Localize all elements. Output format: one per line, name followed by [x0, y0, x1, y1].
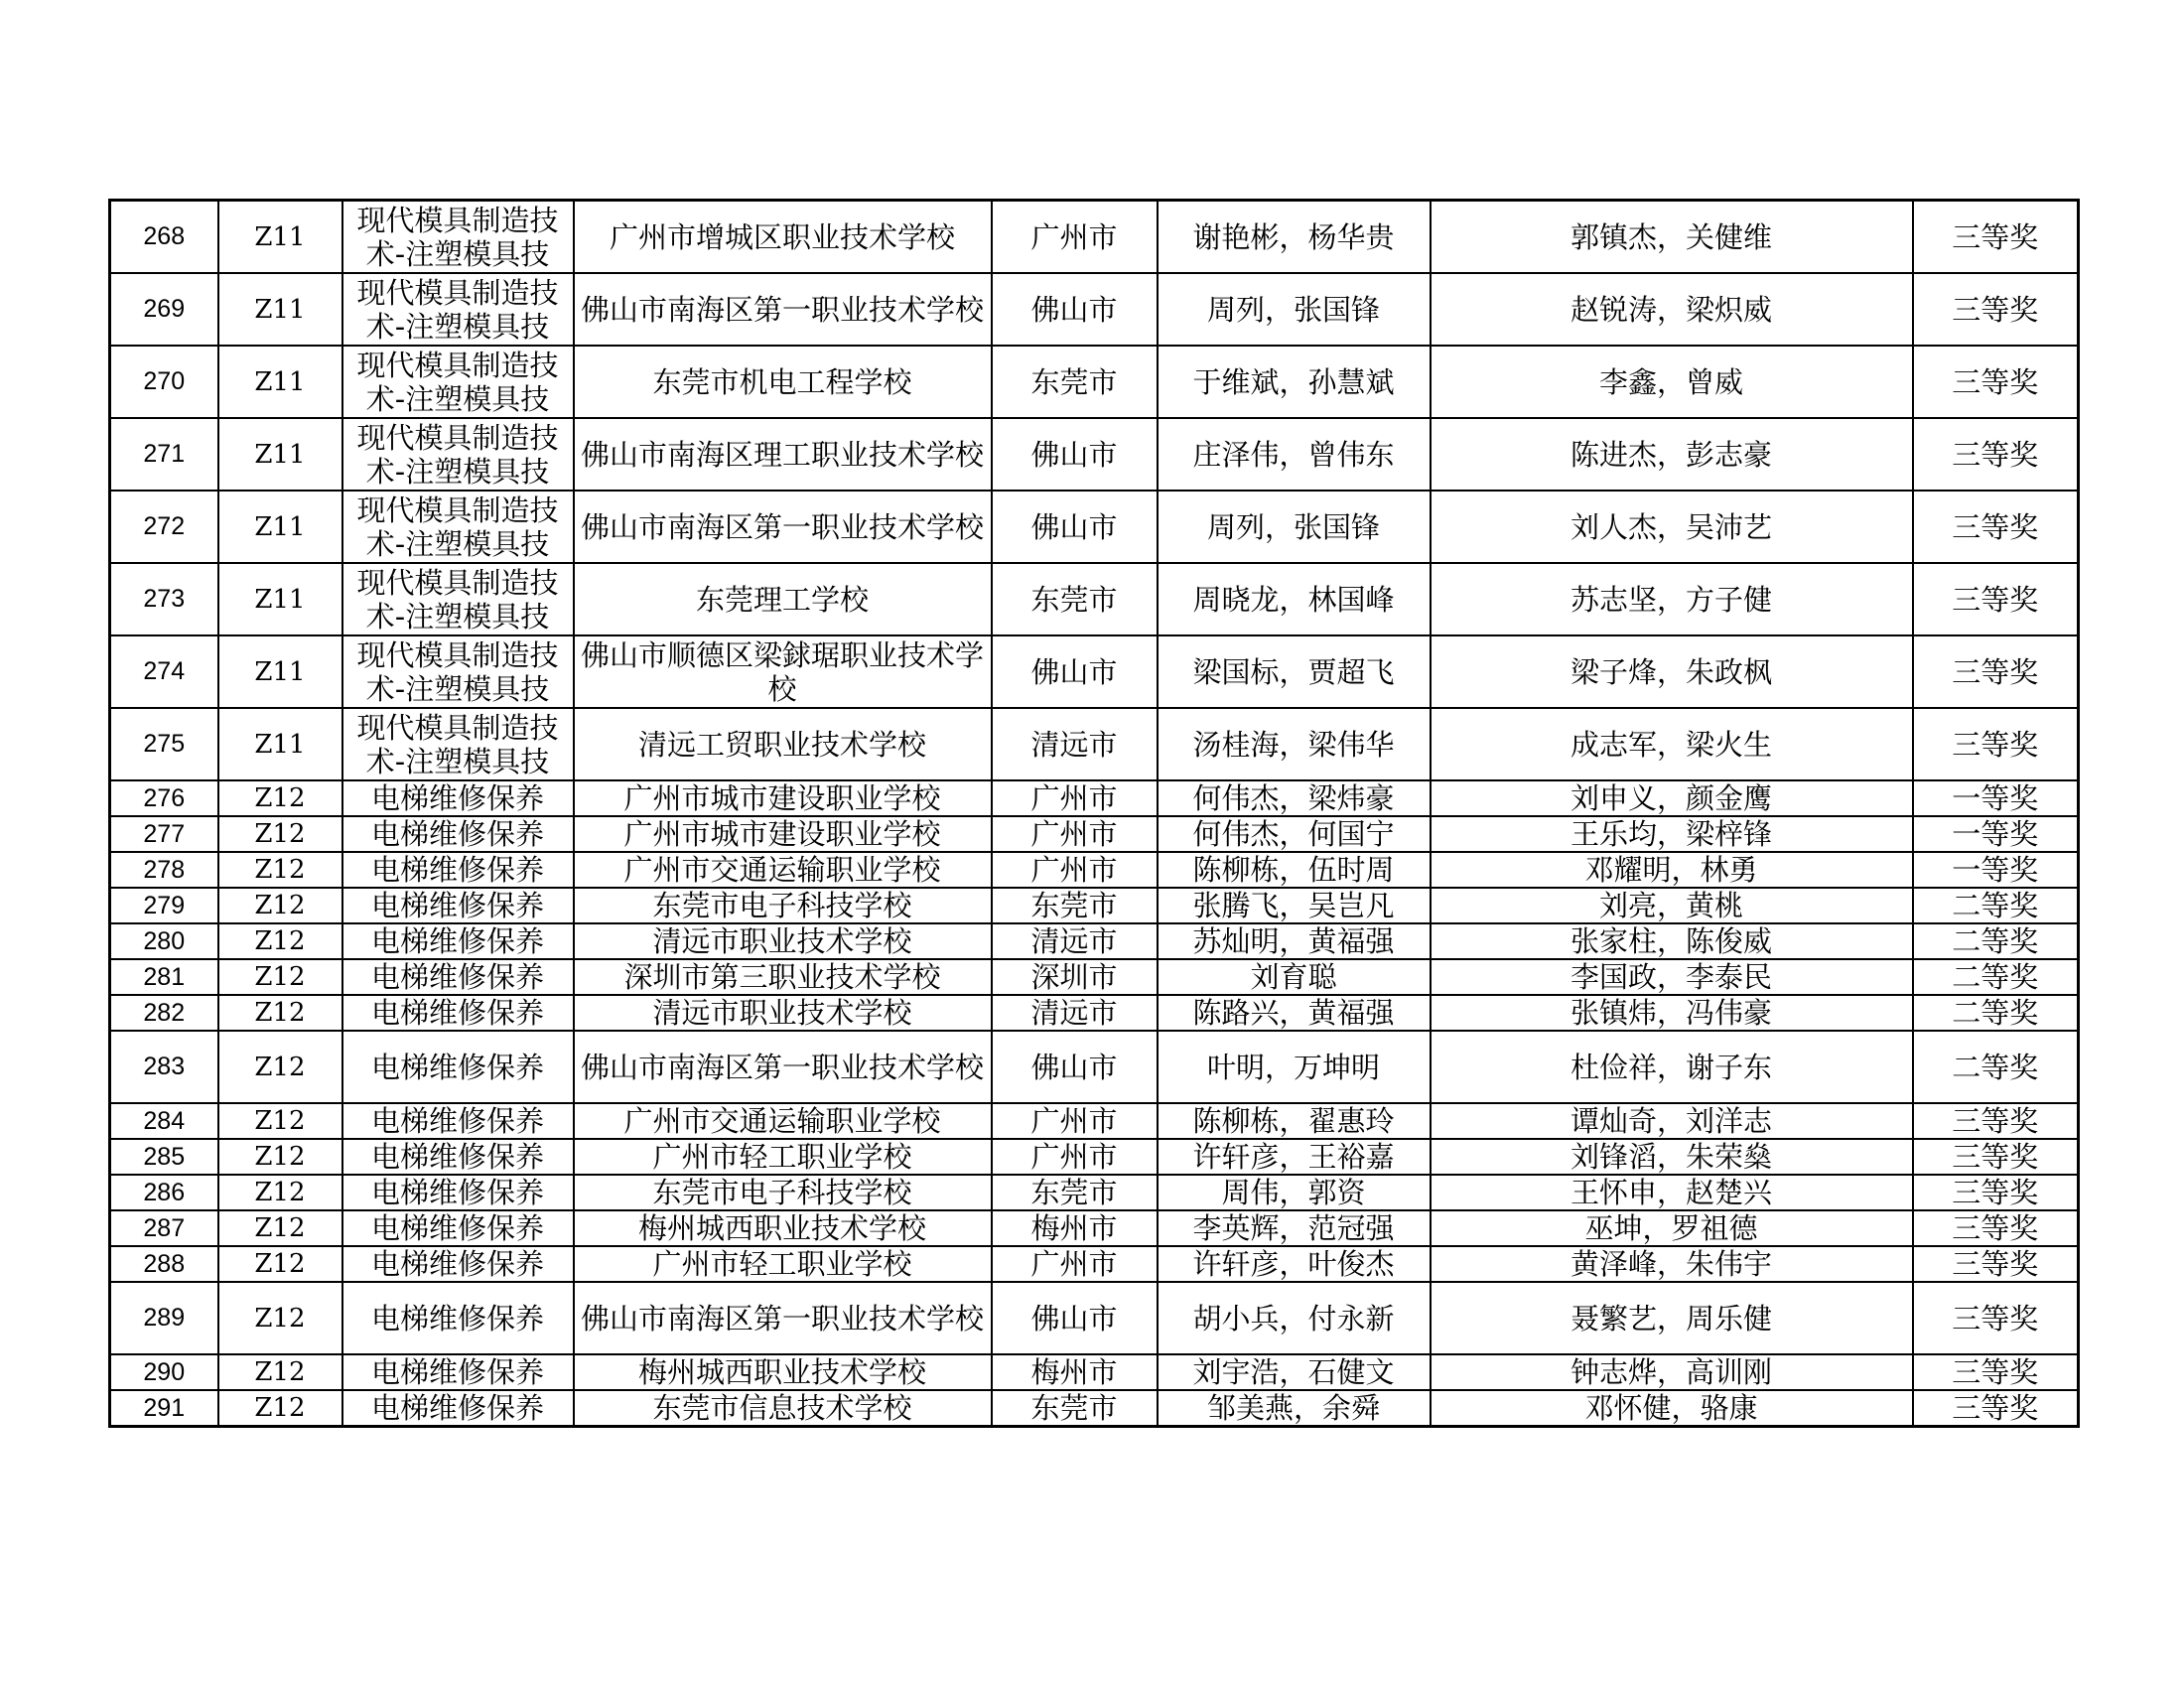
award-level-cell: 三等奖 — [1913, 491, 2079, 563]
school-name-cell: 清远市职业技术学校 — [574, 923, 992, 959]
table-row — [110, 1031, 2079, 1103]
contestants-cell: 张家柱，陈俊威 — [1431, 923, 1913, 959]
event-code-cell: Z11 — [218, 491, 342, 563]
row-number-cell: 278 — [110, 852, 218, 888]
table-row — [110, 635, 2079, 708]
row-number-cell: 290 — [110, 1354, 218, 1390]
table-row — [110, 995, 2079, 1031]
award-level-cell: 三等奖 — [1913, 1246, 2079, 1282]
event-name-cell: 电梯维修保养 — [342, 1103, 574, 1139]
city-cell: 广州市 — [992, 1246, 1158, 1282]
event-name-cell: 电梯维修保养 — [342, 995, 574, 1031]
school-name-cell: 佛山市顺德区梁銶琚职业技术学校 — [574, 635, 992, 708]
contestants-cell: 钟志烨，高训刚 — [1431, 1354, 1913, 1390]
award-level-cell: 一等奖 — [1913, 816, 2079, 852]
table-row — [110, 1246, 2079, 1282]
instructors-cell: 李英辉，范冠强 — [1158, 1210, 1431, 1246]
row-number-cell: 275 — [110, 708, 218, 780]
school-name-cell: 清远市职业技术学校 — [574, 995, 992, 1031]
instructors-cell: 梁国标，贾超飞 — [1158, 635, 1431, 708]
instructors-cell: 于维斌，孙慧斌 — [1158, 346, 1431, 418]
table-row — [110, 816, 2079, 852]
award-level-cell: 三等奖 — [1913, 201, 2079, 274]
award-level-cell: 三等奖 — [1913, 418, 2079, 491]
city-cell: 清远市 — [992, 923, 1158, 959]
row-number-cell: 269 — [110, 273, 218, 346]
award-level-cell: 三等奖 — [1913, 273, 2079, 346]
event-code-cell: Z12 — [218, 1210, 342, 1246]
school-name-cell: 广州市城市建设职业学校 — [574, 780, 992, 816]
event-name-cell: 电梯维修保养 — [342, 1390, 574, 1427]
row-number-cell: 277 — [110, 816, 218, 852]
event-code-cell: Z12 — [218, 816, 342, 852]
award-level-cell: 三等奖 — [1913, 563, 2079, 635]
table-row — [110, 923, 2079, 959]
event-code-cell: Z11 — [218, 201, 342, 274]
instructors-cell: 谢艳彬，杨华贵 — [1158, 201, 1431, 274]
city-cell: 清远市 — [992, 708, 1158, 780]
award-level-cell: 二等奖 — [1913, 1031, 2079, 1103]
table-row — [110, 563, 2079, 635]
school-name-cell: 梅州城西职业技术学校 — [574, 1354, 992, 1390]
row-number-cell: 279 — [110, 888, 218, 923]
event-name-cell: 电梯维修保养 — [342, 780, 574, 816]
instructors-cell: 周晓龙，林国峰 — [1158, 563, 1431, 635]
row-number-cell: 273 — [110, 563, 218, 635]
row-number-cell: 289 — [110, 1282, 218, 1354]
city-cell: 佛山市 — [992, 273, 1158, 346]
table-row — [110, 346, 2079, 418]
event-code-cell: Z12 — [218, 1282, 342, 1354]
city-cell: 东莞市 — [992, 1390, 1158, 1427]
table-row — [110, 1139, 2079, 1175]
event-name-cell: 现代模具制造技术-注塑模具技 — [342, 346, 574, 418]
school-name-cell: 东莞市电子科技学校 — [574, 1175, 992, 1210]
city-cell: 广州市 — [992, 1139, 1158, 1175]
city-cell: 梅州市 — [992, 1210, 1158, 1246]
event-code-cell: Z12 — [218, 1354, 342, 1390]
award-level-cell: 三等奖 — [1913, 1175, 2079, 1210]
city-cell: 东莞市 — [992, 1175, 1158, 1210]
table-row — [110, 491, 2079, 563]
award-level-cell: 二等奖 — [1913, 959, 2079, 995]
school-name-cell: 佛山市南海区第一职业技术学校 — [574, 273, 992, 346]
event-code-cell: Z12 — [218, 995, 342, 1031]
instructors-cell: 汤桂海，梁伟华 — [1158, 708, 1431, 780]
table-row — [110, 1210, 2079, 1246]
contestants-cell: 李鑫，曾威 — [1431, 346, 1913, 418]
event-code-cell: Z12 — [218, 1031, 342, 1103]
event-name-cell: 电梯维修保养 — [342, 1246, 574, 1282]
table-row — [110, 273, 2079, 346]
contestants-cell: 梁子烽，朱政枫 — [1431, 635, 1913, 708]
contestants-cell: 王乐均，梁梓锋 — [1431, 816, 1913, 852]
row-number-cell: 288 — [110, 1246, 218, 1282]
award-level-cell: 二等奖 — [1913, 923, 2079, 959]
award-level-cell: 三等奖 — [1913, 635, 2079, 708]
city-cell: 广州市 — [992, 780, 1158, 816]
city-cell: 佛山市 — [992, 1031, 1158, 1103]
table-row — [110, 418, 2079, 491]
instructors-cell: 何伟杰，梁炜豪 — [1158, 780, 1431, 816]
contestants-cell: 陈进杰，彭志豪 — [1431, 418, 1913, 491]
contestants-cell: 刘亮，黄桃 — [1431, 888, 1913, 923]
event-code-cell: Z12 — [218, 1103, 342, 1139]
event-name-cell: 电梯维修保养 — [342, 1354, 574, 1390]
event-code-cell: Z12 — [218, 959, 342, 995]
city-cell: 东莞市 — [992, 346, 1158, 418]
event-name-cell: 电梯维修保养 — [342, 888, 574, 923]
event-name-cell: 现代模具制造技术-注塑模具技 — [342, 491, 574, 563]
award-level-cell: 一等奖 — [1913, 852, 2079, 888]
table-row — [110, 708, 2079, 780]
event-name-cell: 电梯维修保养 — [342, 1282, 574, 1354]
contestants-cell: 张镇炜，冯伟豪 — [1431, 995, 1913, 1031]
event-code-cell: Z12 — [218, 1139, 342, 1175]
table-row — [110, 1175, 2079, 1210]
award-level-cell: 一等奖 — [1913, 780, 2079, 816]
row-number-cell: 287 — [110, 1210, 218, 1246]
contestants-cell: 王怀申，赵楚兴 — [1431, 1175, 1913, 1210]
instructors-cell: 陈柳栋，伍时周 — [1158, 852, 1431, 888]
school-name-cell: 东莞市信息技术学校 — [574, 1390, 992, 1427]
award-level-cell: 三等奖 — [1913, 346, 2079, 418]
contestants-cell: 成志军，梁火生 — [1431, 708, 1913, 780]
instructors-cell: 刘宇浩，石健文 — [1158, 1354, 1431, 1390]
award-level-cell: 三等奖 — [1913, 1103, 2079, 1139]
table-row — [110, 780, 2079, 816]
city-cell: 佛山市 — [992, 491, 1158, 563]
contestants-cell: 谭灿奇，刘洋志 — [1431, 1103, 1913, 1139]
city-cell: 东莞市 — [992, 563, 1158, 635]
city-cell: 东莞市 — [992, 888, 1158, 923]
row-number-cell: 271 — [110, 418, 218, 491]
row-number-cell: 283 — [110, 1031, 218, 1103]
city-cell: 广州市 — [992, 852, 1158, 888]
contestants-cell: 巫坤，罗祖德 — [1431, 1210, 1913, 1246]
award-level-cell: 二等奖 — [1913, 995, 2079, 1031]
event-code-cell: Z12 — [218, 1246, 342, 1282]
contestants-cell: 赵锐涛，梁炽威 — [1431, 273, 1913, 346]
event-code-cell: Z12 — [218, 923, 342, 959]
school-name-cell: 广州市交通运输职业学校 — [574, 1103, 992, 1139]
contestants-cell: 刘人杰，吴沛艺 — [1431, 491, 1913, 563]
award-level-cell: 三等奖 — [1913, 1210, 2079, 1246]
event-name-cell: 现代模具制造技术-注塑模具技 — [342, 418, 574, 491]
event-name-cell: 电梯维修保养 — [342, 1175, 574, 1210]
school-name-cell: 广州市增城区职业技术学校 — [574, 201, 992, 274]
school-name-cell: 佛山市南海区第一职业技术学校 — [574, 1282, 992, 1354]
instructors-cell: 周列，张国锋 — [1158, 273, 1431, 346]
city-cell: 广州市 — [992, 1103, 1158, 1139]
instructors-cell: 胡小兵，付永新 — [1158, 1282, 1431, 1354]
instructors-cell: 庄泽伟，曾伟东 — [1158, 418, 1431, 491]
instructors-cell: 许轩彦，叶俊杰 — [1158, 1246, 1431, 1282]
award-level-cell: 三等奖 — [1913, 1354, 2079, 1390]
table-row — [110, 1103, 2079, 1139]
school-name-cell: 广州市交通运输职业学校 — [574, 852, 992, 888]
city-cell: 佛山市 — [992, 418, 1158, 491]
event-code-cell: Z12 — [218, 780, 342, 816]
instructors-cell: 许轩彦，王裕嘉 — [1158, 1139, 1431, 1175]
instructors-cell: 周列，张国锋 — [1158, 491, 1431, 563]
city-cell: 清远市 — [992, 995, 1158, 1031]
event-name-cell: 现代模具制造技术-注塑模具技 — [342, 563, 574, 635]
table-row — [110, 1354, 2079, 1390]
row-number-cell: 280 — [110, 923, 218, 959]
event-name-cell: 电梯维修保养 — [342, 1139, 574, 1175]
school-name-cell: 深圳市第三职业技术学校 — [574, 959, 992, 995]
event-code-cell: Z11 — [218, 273, 342, 346]
table-row — [110, 959, 2079, 995]
contestants-cell: 邓耀明，林勇 — [1431, 852, 1913, 888]
row-number-cell: 268 — [110, 201, 218, 274]
award-list-page — [108, 199, 2077, 1428]
instructors-cell: 周伟，郭资 — [1158, 1175, 1431, 1210]
school-name-cell: 东莞理工学校 — [574, 563, 992, 635]
event-name-cell: 电梯维修保养 — [342, 1031, 574, 1103]
row-number-cell: 272 — [110, 491, 218, 563]
event-code-cell: Z12 — [218, 888, 342, 923]
instructors-cell: 陈柳栋，翟惠玲 — [1158, 1103, 1431, 1139]
instructors-cell: 陈路兴，黄福强 — [1158, 995, 1431, 1031]
city-cell: 佛山市 — [992, 1282, 1158, 1354]
event-name-cell: 电梯维修保养 — [342, 852, 574, 888]
table-row — [110, 888, 2079, 923]
school-name-cell: 东莞市电子科技学校 — [574, 888, 992, 923]
table-row — [110, 201, 2079, 274]
contestants-cell: 郭镇杰，关健维 — [1431, 201, 1913, 274]
award-level-cell: 二等奖 — [1913, 888, 2079, 923]
contestants-cell: 刘申义，颜金鹰 — [1431, 780, 1913, 816]
event-code-cell: Z12 — [218, 852, 342, 888]
instructors-cell: 张腾飞，吴岂凡 — [1158, 888, 1431, 923]
award-level-cell: 三等奖 — [1913, 1139, 2079, 1175]
event-code-cell: Z12 — [218, 1390, 342, 1427]
row-number-cell: 291 — [110, 1390, 218, 1427]
event-code-cell: Z11 — [218, 418, 342, 491]
school-name-cell: 梅州城西职业技术学校 — [574, 1210, 992, 1246]
contestants-cell: 刘锋滔，朱荣燊 — [1431, 1139, 1913, 1175]
row-number-cell: 285 — [110, 1139, 218, 1175]
row-number-cell: 282 — [110, 995, 218, 1031]
contestants-cell: 邓怀健，骆康 — [1431, 1390, 1913, 1427]
contestants-cell: 杜俭祥，谢子东 — [1431, 1031, 1913, 1103]
school-name-cell: 佛山市南海区第一职业技术学校 — [574, 491, 992, 563]
instructors-cell: 叶明，万坤明 — [1158, 1031, 1431, 1103]
school-name-cell: 东莞市机电工程学校 — [574, 346, 992, 418]
event-code-cell: Z11 — [218, 708, 342, 780]
event-code-cell: Z11 — [218, 346, 342, 418]
event-name-cell: 电梯维修保养 — [342, 816, 574, 852]
event-name-cell: 现代模具制造技术-注塑模具技 — [342, 201, 574, 274]
contestants-cell: 李国政，李泰民 — [1431, 959, 1913, 995]
event-name-cell: 电梯维修保养 — [342, 959, 574, 995]
event-name-cell: 现代模具制造技术-注塑模具技 — [342, 635, 574, 708]
school-name-cell: 广州市轻工职业学校 — [574, 1246, 992, 1282]
event-name-cell: 电梯维修保养 — [342, 1210, 574, 1246]
event-name-cell: 现代模具制造技术-注塑模具技 — [342, 273, 574, 346]
table-row — [110, 1282, 2079, 1354]
school-name-cell: 清远工贸职业技术学校 — [574, 708, 992, 780]
school-name-cell: 广州市城市建设职业学校 — [574, 816, 992, 852]
instructors-cell: 邹美燕，余舜 — [1158, 1390, 1431, 1427]
award-level-cell: 三等奖 — [1913, 1390, 2079, 1427]
instructors-cell: 何伟杰，何国宁 — [1158, 816, 1431, 852]
event-name-cell: 现代模具制造技术-注塑模具技 — [342, 708, 574, 780]
event-code-cell: Z12 — [218, 1175, 342, 1210]
city-cell: 广州市 — [992, 816, 1158, 852]
contestants-cell: 聂繁艺，周乐健 — [1431, 1282, 1913, 1354]
row-number-cell: 274 — [110, 635, 218, 708]
award-level-cell: 三等奖 — [1913, 1282, 2079, 1354]
table-row — [110, 1390, 2079, 1427]
row-number-cell: 270 — [110, 346, 218, 418]
city-cell: 梅州市 — [992, 1354, 1158, 1390]
table-row — [110, 852, 2079, 888]
row-number-cell: 281 — [110, 959, 218, 995]
city-cell: 佛山市 — [992, 635, 1158, 708]
row-number-cell: 286 — [110, 1175, 218, 1210]
event-code-cell: Z11 — [218, 563, 342, 635]
contestants-cell: 黄泽峰，朱伟宇 — [1431, 1246, 1913, 1282]
row-number-cell: 276 — [110, 780, 218, 816]
school-name-cell: 佛山市南海区理工职业技术学校 — [574, 418, 992, 491]
city-cell: 深圳市 — [992, 959, 1158, 995]
event-code-cell: Z11 — [218, 635, 342, 708]
award-table — [108, 199, 2080, 1428]
row-number-cell: 284 — [110, 1103, 218, 1139]
event-name-cell: 电梯维修保养 — [342, 923, 574, 959]
award-level-cell: 三等奖 — [1913, 708, 2079, 780]
city-cell: 广州市 — [992, 201, 1158, 274]
school-name-cell: 佛山市南海区第一职业技术学校 — [574, 1031, 992, 1103]
school-name-cell: 广州市轻工职业学校 — [574, 1139, 992, 1175]
contestants-cell: 苏志坚，方子健 — [1431, 563, 1913, 635]
instructors-cell: 刘育聪 — [1158, 959, 1431, 995]
instructors-cell: 苏灿明，黄福强 — [1158, 923, 1431, 959]
